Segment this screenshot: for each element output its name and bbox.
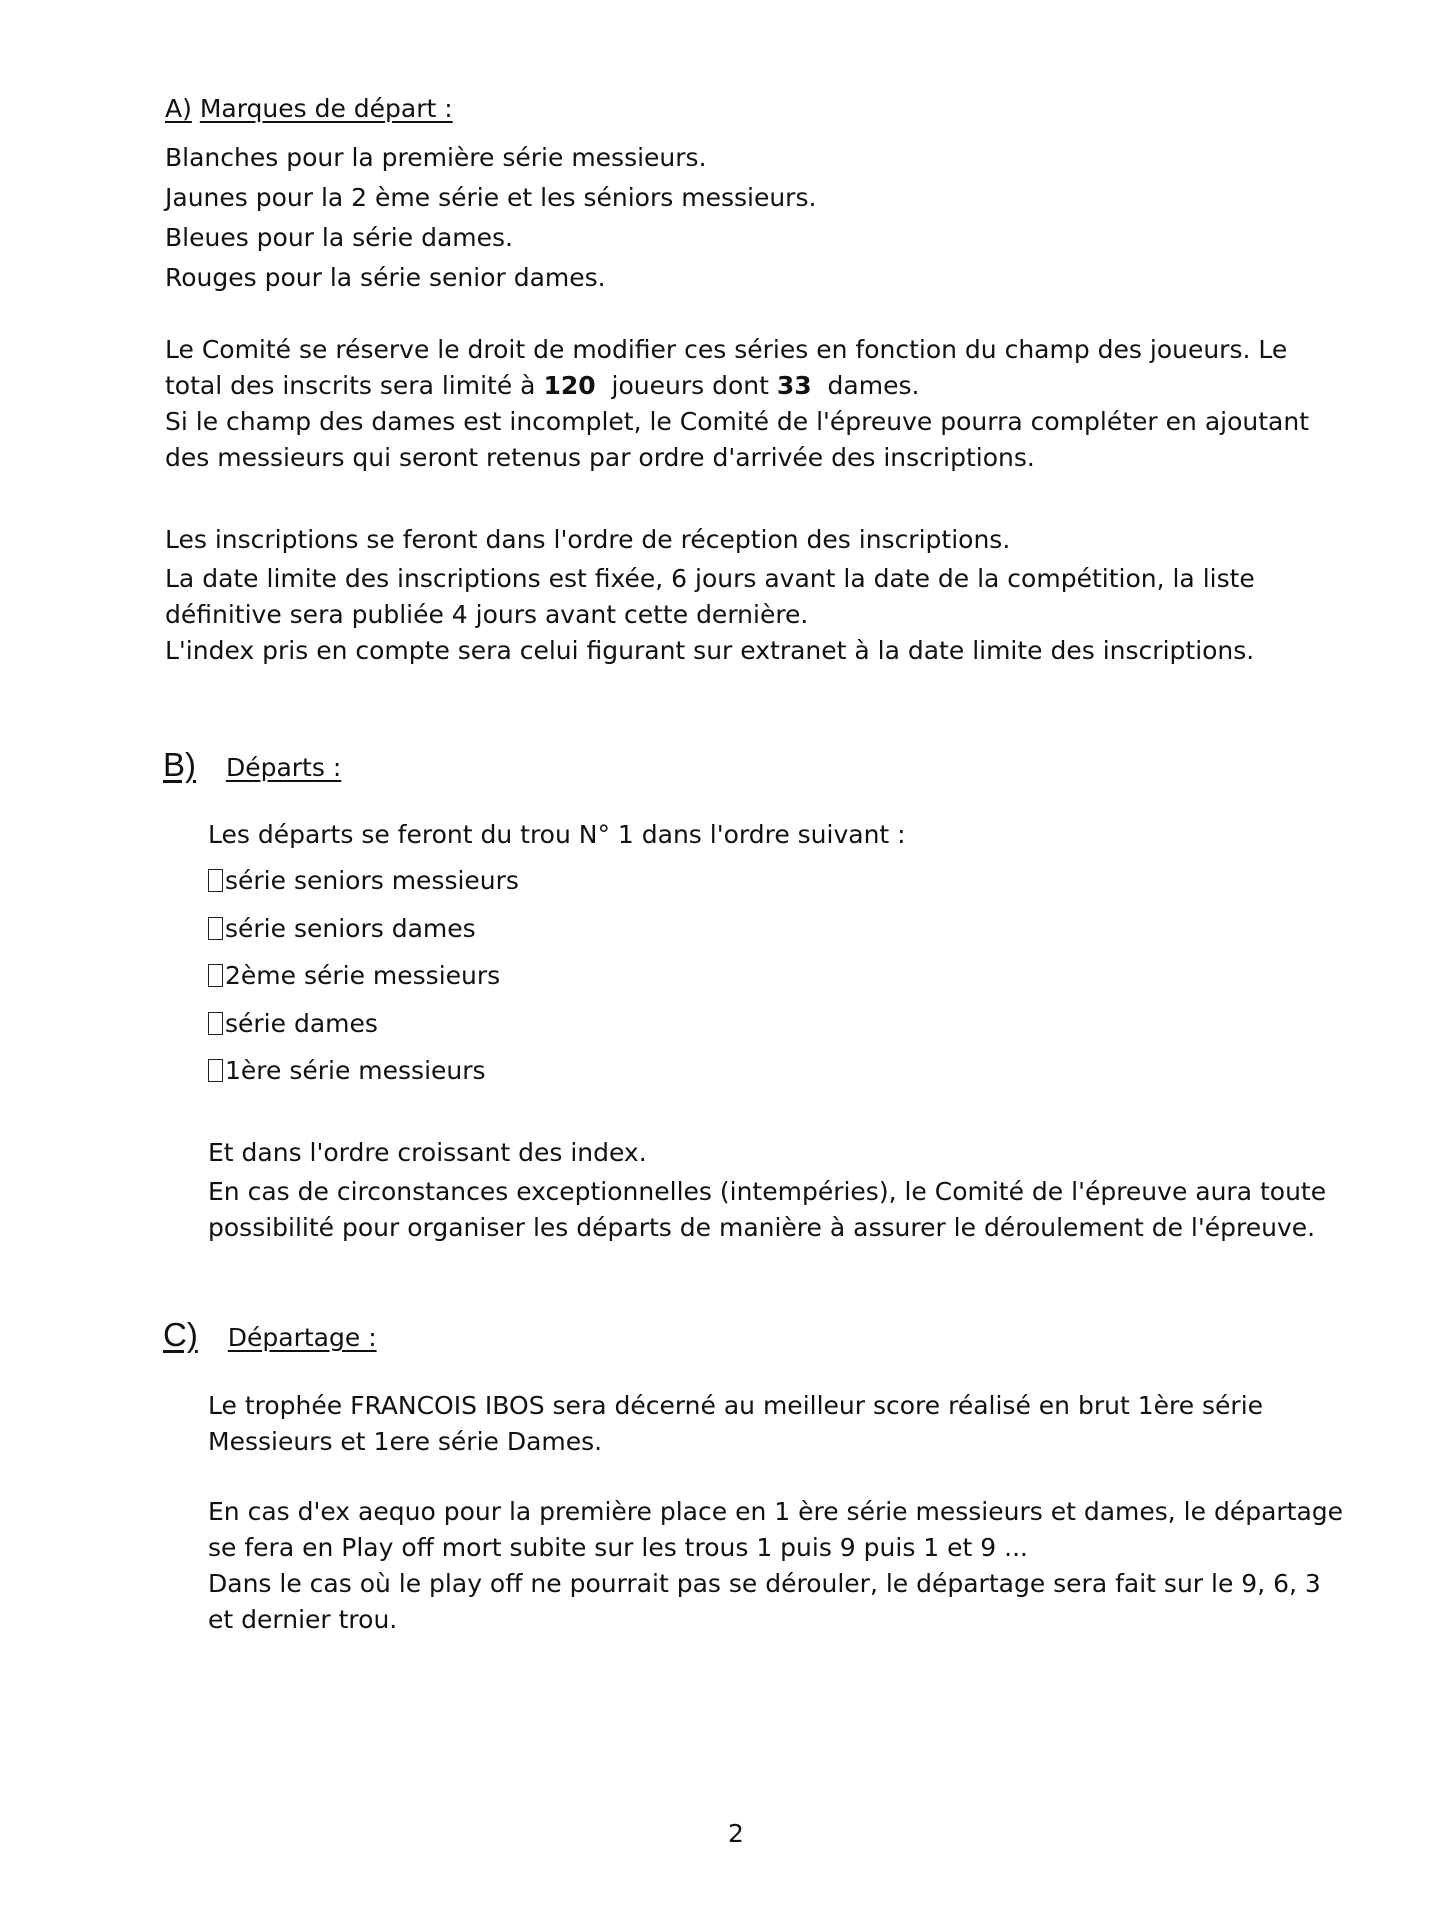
c-p2-line1: En cas d'ex aequo pour la première place en 1 ère série messieurs et dames, le départage (208, 1497, 1344, 1526)
section-b-title: Départs : (225, 753, 342, 782)
c-p1-line2: Messieurs et 1ere série Dames. (208, 1427, 603, 1456)
checkbox-icon (208, 869, 223, 892)
section-c-title: Départage : (227, 1323, 377, 1352)
list-item-label: série seniors dames (225, 914, 476, 943)
c-p2-line2: se fera en Play off mort subite sur les trous 1 puis 9 puis 1 et 9 ... (208, 1533, 1028, 1562)
section-c-letter: C) (163, 1316, 198, 1353)
list-item (208, 868, 519, 893)
a-p1-line2-mid: joueurs dont (595, 371, 777, 400)
a-p1-line2 (165, 373, 919, 398)
b-intro: Les départs se feront du trou N° 1 dans l'ordre suivant : (208, 820, 906, 849)
a-p2-line2: La date limite des inscriptions est fixée, 6 jours avant la date de la compétition, la liste (165, 564, 1255, 593)
page-number: 2 (728, 1819, 744, 1848)
list-item-label: 2ème série messieurs (225, 961, 501, 990)
b-p-line3: possibilité pour organiser les départs de manière à assurer le déroulement de l'épreuve. (208, 1213, 1316, 1242)
list-item (208, 963, 500, 988)
list-item-label: 1ère série messieurs (225, 1056, 486, 1085)
list-item-label: série seniors messieurs (225, 866, 519, 895)
section-a-heading (165, 96, 453, 121)
checkbox-icon (208, 917, 223, 940)
max-ladies: 33 (776, 371, 812, 400)
section-b-letter: B) (163, 746, 196, 783)
section-a-title: Marques de départ : (199, 94, 453, 123)
c-p2-line4: et dernier trou. (208, 1605, 398, 1634)
mark-red: Rouges pour la série senior dames. (165, 263, 606, 292)
c-p1-line1: Le trophée FRANCOIS IBOS sera décerné au meilleur score réalisé en brut 1ère série (208, 1391, 1264, 1420)
a-p2-line4: L'index pris en compte sera celui figurant sur extranet à la date limite des inscriptions. (165, 636, 1255, 665)
checkbox-icon (208, 1012, 223, 1035)
section-c-heading (163, 1318, 377, 1351)
a-p2-line3: définitive sera publiée 4 jours avant cette dernière. (165, 600, 809, 629)
a-p2-line1: Les inscriptions se feront dans l'ordre de réception des inscriptions. (165, 525, 1011, 554)
list-item (208, 1058, 486, 1083)
mark-white: Blanches pour la première série messieurs. (165, 143, 707, 172)
b-p-line2: En cas de circonstances exceptionnelles (intempéries), le Comité de l'épreuve aura toute (208, 1177, 1327, 1206)
list-item-label: série dames (225, 1009, 378, 1038)
a-p1-line3: Si le champ des dames est incomplet, le Comité de l'épreuve pourra compléter en ajoutant (165, 407, 1309, 436)
checkbox-icon (208, 964, 223, 987)
list-item (208, 916, 476, 941)
section-b-heading (163, 748, 341, 781)
a-p1-line1: Le Comité se réserve le droit de modifier ces séries en fonction du champ des joueurs. Le (165, 335, 1288, 364)
section-a-letter: A) (165, 94, 192, 123)
b-p-line1: Et dans l'ordre croissant des index. (208, 1138, 647, 1167)
a-p1-line2-pre: total des inscrits sera limité à (165, 371, 544, 400)
a-p1-line2-post: dames. (811, 371, 920, 400)
mark-yellow: Jaunes pour la 2 ème série et les séniors messieurs. (165, 183, 817, 212)
checkbox-icon (208, 1059, 223, 1082)
mark-blue: Bleues pour la série dames. (165, 223, 513, 252)
a-p1-line4: des messieurs qui seront retenus par ordre d'arrivée des inscriptions. (165, 443, 1035, 472)
c-p2-line3: Dans le cas où le play off ne pourrait pas se dérouler, le départage sera fait sur le 9, 6, 3 (208, 1569, 1321, 1598)
max-players: 120 (543, 371, 596, 400)
list-item (208, 1011, 378, 1036)
